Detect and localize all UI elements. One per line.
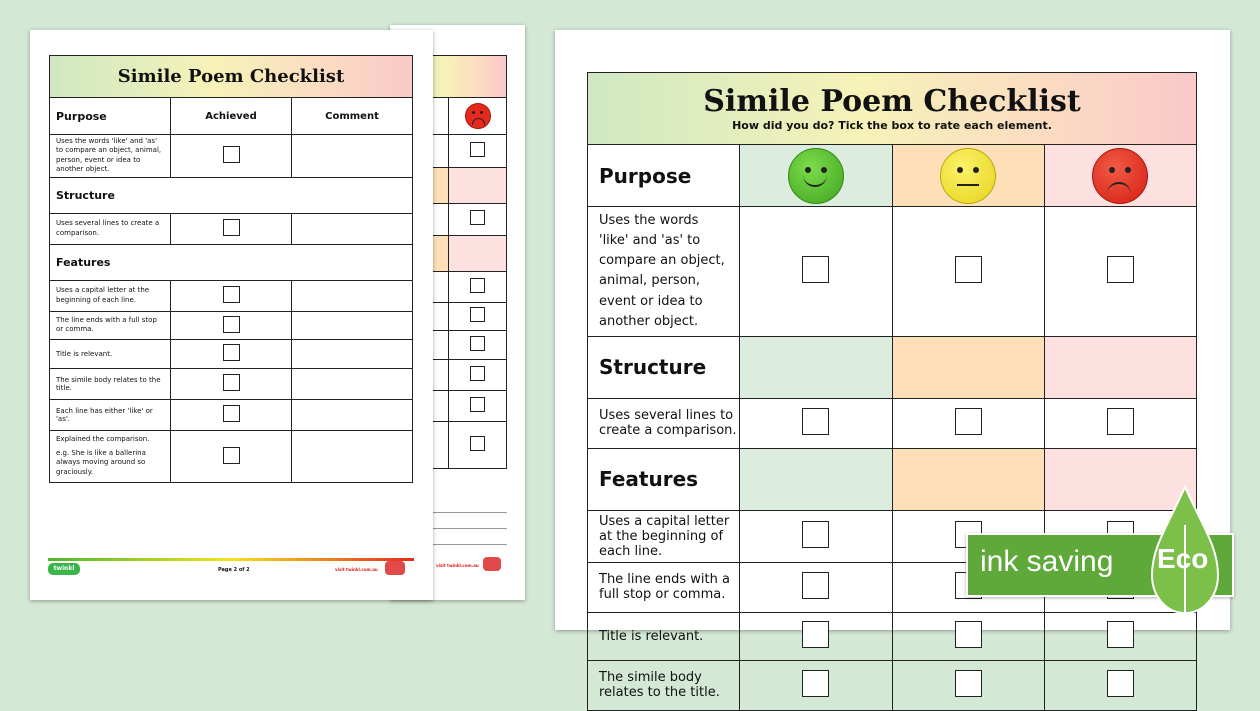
checkbox-icon[interactable] xyxy=(802,256,829,283)
checkbox-icon[interactable] xyxy=(470,278,485,293)
list-item: Title is relevant. xyxy=(599,628,704,644)
twinkl-logo-icon: twinkl xyxy=(48,563,80,575)
front-page-table xyxy=(587,72,1197,711)
ink-saving-label: ink saving xyxy=(980,545,1114,578)
eco-label: Eco xyxy=(1157,543,1209,574)
comment-heading: Comment xyxy=(325,110,379,122)
checkbox-icon[interactable] xyxy=(223,344,240,361)
checkbox-icon[interactable] xyxy=(1107,256,1134,283)
checkbox-icon[interactable] xyxy=(223,447,240,464)
list-item: Uses several lines to create a comparison. xyxy=(599,408,737,439)
achieved-heading: Achieved xyxy=(205,110,257,122)
list-item: The line ends with a full stop or comma. xyxy=(56,315,157,334)
purpose-heading: Purpose xyxy=(599,163,692,188)
checkbox-icon[interactable] xyxy=(802,408,829,435)
back-page-table xyxy=(49,55,413,483)
sad-face-icon xyxy=(1092,148,1148,204)
checkbox-icon[interactable] xyxy=(223,316,240,333)
checkbox-icon[interactable] xyxy=(1107,621,1134,648)
page-subtitle: How did you do? Tick the box to rate each element. xyxy=(732,119,1052,132)
checkbox-icon[interactable] xyxy=(802,621,829,648)
page-title: Simile Poem Checklist xyxy=(117,66,345,87)
checkbox-icon[interactable] xyxy=(223,146,240,163)
checkbox-icon[interactable] xyxy=(470,397,485,412)
twinkl-badge-icon xyxy=(385,561,405,575)
checkbox-icon[interactable] xyxy=(223,219,240,236)
checkbox-icon[interactable] xyxy=(223,286,240,303)
checkbox-icon[interactable] xyxy=(802,521,829,548)
footer-divider xyxy=(48,558,414,561)
checkbox-icon[interactable] xyxy=(223,405,240,422)
structure-heading: Structure xyxy=(599,355,707,380)
checkbox-icon[interactable] xyxy=(1107,408,1134,435)
list-item: Uses a capital letter at the beginning of each line. xyxy=(599,513,730,559)
list-item: Explained the comparison. xyxy=(56,435,150,444)
back-page xyxy=(30,30,433,600)
features-heading: Features xyxy=(56,255,111,269)
checkbox-icon[interactable] xyxy=(955,621,982,648)
checkbox-icon[interactable] xyxy=(955,670,982,697)
checkbox-icon[interactable] xyxy=(470,210,485,225)
page-title: Simile Poem Checklist xyxy=(703,84,1081,119)
list-item: The simile body relates to the title. xyxy=(599,670,720,701)
list-item: Uses a capital letter at the beginning of each line. xyxy=(56,286,150,304)
checkbox-icon[interactable] xyxy=(955,256,982,283)
list-item: Uses the words 'like' and 'as' to compare an object, animal, person, event or idea to another object. xyxy=(56,137,162,174)
list-item: Uses several lines to create a comparison. xyxy=(56,219,160,237)
list-item: Title is relevant. xyxy=(56,349,113,358)
footer-url[interactable]: visit twinkl.com.au xyxy=(335,567,378,572)
list-item: The simile body relates to the title. xyxy=(56,375,161,392)
features-heading: Features xyxy=(599,467,699,492)
checkbox-icon[interactable] xyxy=(470,307,485,322)
neutral-face-icon xyxy=(940,148,996,204)
checkbox-icon[interactable] xyxy=(470,142,485,157)
list-item: The line ends with a full stop or comma. xyxy=(599,572,730,603)
checkbox-icon[interactable] xyxy=(470,436,485,451)
list-item: Each line has either 'like' or 'as'. xyxy=(56,406,153,423)
purpose-heading: Purpose xyxy=(56,109,107,123)
sad-face-icon xyxy=(465,103,491,129)
checkbox-icon[interactable] xyxy=(470,366,485,381)
checkbox-icon[interactable] xyxy=(223,374,240,391)
page-number: Page 2 of 2 xyxy=(218,567,250,573)
structure-heading: Structure xyxy=(56,188,115,202)
checkbox-icon[interactable] xyxy=(802,670,829,697)
footer-url[interactable]: visit twinkl.com.au xyxy=(436,563,479,568)
checkbox-icon[interactable] xyxy=(955,408,982,435)
example-text: e.g. She is like a ballerina always moving around so graciously. xyxy=(56,448,146,476)
happy-face-icon xyxy=(788,148,844,204)
checkbox-icon[interactable] xyxy=(470,336,485,351)
checkbox-icon[interactable] xyxy=(802,572,829,599)
checkbox-icon[interactable] xyxy=(1107,670,1134,697)
twinkl-logo-icon xyxy=(483,557,501,571)
list-item: Uses the words 'like' and 'as' to compare an object, animal, person, event or idea to another object. xyxy=(599,213,725,329)
